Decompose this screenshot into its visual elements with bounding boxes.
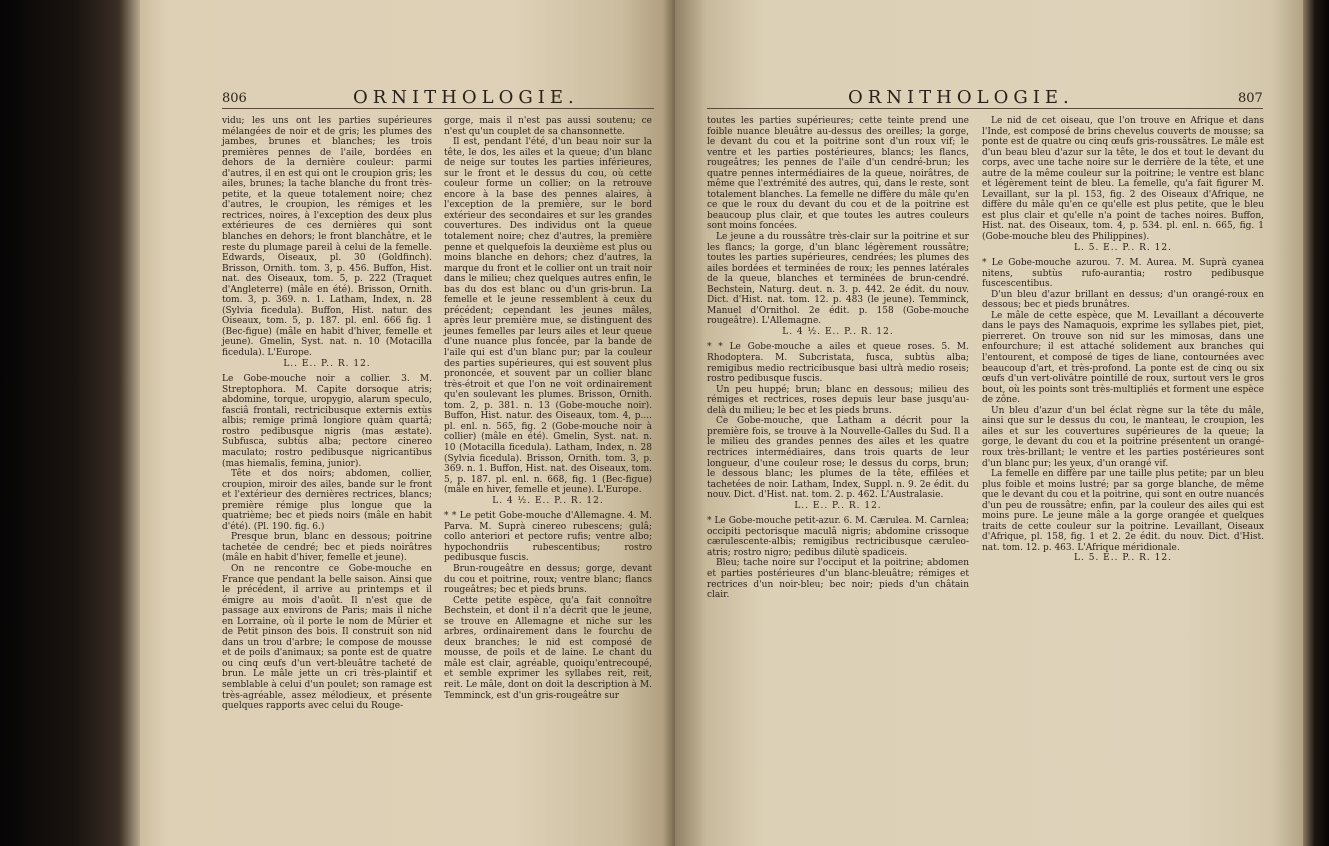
paragraph: Un bleu d'azur d'un bel éclat règne sur la tête du mâle, ainsi que sur le dessus du cou, le manteau, le croupion, les ailes et sur les couvertures supérieures de la queue; la gorge, le devant du cou et la poitrine présentent un orangé-roux très-brillant; le ventre et les parties postérieures sont d'un blanc pur; les yeux, d'un orangé vif. xyxy=(982,405,1264,469)
paragraph: Le nid de cet oiseau, que l'on trouve en Afrique et dans l'Inde, est composé de brins chevelus couverts de mousse; sa ponte est de quatre ou cinq œufs gris-roussâtres. Le mâle est d'un beau bleu d'azur sur la tête, le dos et tout le devant du corps, avec une tache noire sur le derrière de la tête, et une autre de la même couleur sur la poitrine; le ventre est blanc et légèrement teint de bleu. La femelle, qu'a fait figurer M. Levaillant, sur la pl. 153, fig. 2 des Oiseaux d'Afrique, ne diffère du mâle qu'en ce qu'elle est plus petite, que le bleu est plus clair et qu'elle n'a point de taches noires. Buffon, Hist. nat. des Oiseaux, tom. 4, p. 534. pl. enl. n. 665, fig. 1 (Gobe-mouche bleu des Philippines). xyxy=(982,116,1264,243)
running-head: ORNITHOLOGIE. xyxy=(848,87,1074,108)
running-head: ORNITHOLOGIE. xyxy=(353,87,579,108)
paragraph: * * Le Gobe-mouche a ailes et queue roses. 5. M. Rhodoptera. M. Subcristata, fusca, subtùs alba; remigibus medio rectricibusque basi ultrà medio roseis; rostro pedibusque fuscis. xyxy=(707,342,969,385)
paragraph: D'un bleu d'azur brillant en dessus; d'un orangé-roux en dessous; bec et pieds brunâtres. xyxy=(982,289,1264,311)
measurement-line: L.. E.. P.. R. 12. xyxy=(283,358,371,369)
paragraph: Le Gobe-mouche noir a collier. 3. M. Streptophora. M. Capite dorsoque atris; abdomine, torque, uropygio, alarum speculo, fasciâ frontali, rectricibusque externis extùs albis; remige primâ longiore quàm quartâ; rostro pedibusque nigris (mas æstate). Subfusca, subtùs alba; pectore cinereo maculato; rostro pedibusque nigricantibus (mas hiemalis, femina, junior). xyxy=(222,374,432,469)
paragraph: Un peu huppé; brun; blanc en dessous; milieu des rémiges et rectrices, roses depuis leur base jusqu'au-delà du milieu; le bec et les pieds bruns. xyxy=(707,384,969,416)
paragraph: Bleu; tache noire sur l'occiput et la poitrine; abdomen et parties postérieures d'un blanc-bleuâtre; rémiges et rectrices d'un noir-bleu; bec noir; pieds d'un châtain clair. xyxy=(707,558,969,601)
measurement-line: L. 5. E.. P.. R. 12. xyxy=(1074,242,1172,253)
measurement-line: L. 4 ½. E.. P.. R. 12. xyxy=(782,326,894,337)
header-rule xyxy=(707,108,1263,109)
book-spine-right-edge xyxy=(1303,0,1329,846)
text-column-right xyxy=(982,116,1264,564)
paragraph: Il est, pendant l'été, d'un beau noir sur la tête, le dos, les ailes et la queue; d'un blanc de neige sur toutes les parties inférieures, sur le front et le dessus du cou, où cette couleur forme un collier; on la retrouve encore à la base des pennes alaires, à l'exception de la première, sur le bord extérieur des secondaires et sur les grandes couvertures. Des individus ont la queue totalement noire; chez d'autres, la première penne et quelquefois la deuxième est plus ou moins blanche en dehors; chez d'autres, la marque du front et le collier ont un trait noir dans le milieu; chez quelques autres enfin, le bas du dos est blanc ou d'un gris-brun. La femelle et le jeune ressemblent à ceux du précédent; cependant les jeunes mâles, après leur première mue, se distinguent des jeunes femelles par leurs ailes et leur queue d'une nuance plus foncée, par la bande de l'aile qui est d'un blanc pur; par la couleur des parties supérieures, qui est souvent plus prononcée, et souvent par un collier blanc très-étroit et que l'on ne voit ordinairement qu'en soulevant les plumes. Brisson, Ornith. tom. 2, p. 381. n. 13 (Gobe-mouche noir). Buffon, Hist. natur. des Oiseaux, tom. 4, p.... pl. enl. n. 565, fig. 2 (Gobe-mouche noir à collier) (mâle en été). Gmelin, Syst. nat. n. 10 (Motacilla ficedula). Latham, Index, n. 28 (Sylvia ficedula). Brisson, Ornith. tom. 3, p. 369. n. 1. Buffon, Hist. nat. des Oiseaux, tom. 5, p. 187. pl. enl. n. 668, fig. 1 (Bec-figue) (mâle en hiver, femelle et jeune). L'Europe. xyxy=(444,137,652,496)
paragraph: Brun-rougeâtre en dessus; gorge, devant du cou et poitrine, roux; ventre blanc; flancs rougeâtres; bec et pieds bruns. xyxy=(444,563,652,596)
paragraph: Tête et dos noirs; abdomen, collier, croupion, miroir des ailes, bande sur le front et l'extérieur des dernières rectrices, blancs; première rémige plus longue que la quatrième; bec et pieds noirs (mâle en habit d'été). (Pl. 190. fig. 6.) xyxy=(222,469,432,532)
paragraph: La femelle en diffère par une taille plus petite; par un bleu plus foible et moins lustré; par sa gorge blanche, de même que le devant du cou et la poitrine, qui sont en outre nuancés d'un peu de roussâtre; enfin, par la couleur des ailes qui est moins pure. Le jeune mâle a la gorge orangée et quelques traits de cette couleur sur la poitrine. Levaillant, Oiseaux d'Afrique, pl. 158, fig. 1 et 2. 2e édit. du nouv. Dict. d'Hist. nat. tom. 12. p. 463. L'Afrique méridionale. xyxy=(982,469,1264,553)
paragraph: * Le Gobe-mouche petit-azur. 6. M. Cærulea. M. Carnlea; occipiti pectorisque maculâ nigris; abdomine crissoque cærulescente-albis; remigibus rectricibusque cæruleo-atris; rostro nigro; pedibus dilutè spadiceis. xyxy=(707,516,969,558)
paragraph: On ne rencontre ce Gobe-mouche en France que pendant la belle saison. Ainsi que le précédent, il arrive au printemps et il émigre au mois d'août. Il n'est que de passage aux environs de Paris; mais il niche en Lorraine, où il porte le nom de Mûrier et de Petit pinson des bois. Il construit son nid dans un trou d'arbre; le compose de mousse et de poils d'animaux; sa ponte est de quatre ou cinq œufs d'un vert-bleuâtre tacheté de brun. Le mâle jette un cri très-plaintif et semblable à celui d'un poulet; son ramage est très-agréable, assez mélodieux, et présente quelques rapports avec celui du Rouge- xyxy=(222,563,432,712)
text-column-right xyxy=(444,116,652,701)
text-column-left xyxy=(222,116,432,712)
measurement-line: L.. E.. P.. R. 12. xyxy=(794,500,882,511)
paragraph: vidu; les uns ont les parties supérieures mélangées de noir et de gris; les plumes des jambes, brunes et blanches; les trois premières pennes de l'aile, bordées en dehors de la dernière couleur: parmi d'autres, il en est qui ont le croupion gris; les ailes, brunes; la tache blanche du front très-petite, et la queue totalement noire; chez d'autres, le croupion, les rémiges et les rectrices, noires, à l'exception des deux plus extérieures de ces dernières qui sont blanches en dehors; le front blanchâtre, et le reste du plumage pareil à celui de la femelle. Edwards, Oiseaux, pl. 30 (Goldfinch). Brisson, Ornith. tom. 3, p. 456. Buffon, Hist. nat. des Oiseaux, tom. 5, p. 222 (Traquet d'Angleterre) (mâle en été). Brisson, Ornith. tom. 3, p. 369. n. 1. Latham, Index, n. 28 (Sylvia ficedula). Buffon, Hist. natur. des Oiseaux, tom. 5, p. 187. pl. enl. 666 fig. 1 (Bec-figue) (mâle en habit d'hiver, femelle et jeune). Gmelin, Syst. nat. n. 10 (Motacilla ficedula). L'Europe. xyxy=(222,116,432,359)
paragraph: Le jeune a du roussâtre très-clair sur la poitrine et sur les flancs; la gorge, d'un blanc légèrement roussâtre; toutes les parties supérieures, cendrées; les plumes des ailes bordées et terminées de roux; les pennes latérales de la queue, blanches et terminées de brun-cendré. Bechstein, Naturg. deut. n. 3. p. 442. 2e édit. du nouv. Dict. d'Hist. nat. tom. 12. p. 483 (le jeune). Temminck, Manuel d'Ornithol. 2e édit. p. 158 (Gobe-mouche rougeâtre). L'Allemagne. xyxy=(707,232,969,327)
page-number: 807 xyxy=(1238,91,1263,106)
right-page xyxy=(675,0,1303,846)
text-column-left xyxy=(707,116,969,601)
book-spine-left-edge xyxy=(0,0,140,846)
header-rule xyxy=(222,108,654,109)
paragraph: gorge, mais il n'est pas aussi soutenu; ce n'est qu'un couplet de sa chansonnette. xyxy=(444,116,652,137)
paragraph: toutes les parties supérieures; cette teinte prend une foible nuance bleuâtre au-dessus des oreilles; la gorge, le devant du cou et la poitrine sont d'un roux vif; le ventre et les parties postérieures, blancs; les flancs, rougeâtres; les pennes de l'aile d'un cendré-brun; les quatre pennes intermédiaires de la queue, noirâtres, de même que l'extrémité des autres, qui, dans le reste, sont totalement blanches. La femelle ne diffère du mâle qu'en ce que le roux du devant du cou et de la poitrine est beaucoup plus clair, et que toutes les autres couleurs sont moins foncées. xyxy=(707,116,969,232)
paragraph: * Le Gobe-mouche azurou. 7. M. Aurea. M. Suprà cyanea nitens, subtùs rufo-aurantia; rostro pedibusque fuscescentibus. xyxy=(982,258,1264,290)
paragraph: Ce Gobe-mouche, que Latham a décrit pour la première fois, se trouve à la Nouvelle-Galles du Sud. Il a le milieu des grandes pennes des ailes et les quatre rectrices intermédiaires, dans trois quarts de leur longueur, d'une couleur rose; le dessus du corps, brun; le dessous blanc; les plumes de la tête, effilées et tachetées de noir. Latham, Index, Suppl. n. 9. 2e édit. du nouv. Dict. d'Hist. nat. tom. 2. p. 462. L'Australasie. xyxy=(707,416,969,501)
paragraph: * * Le petit Gobe-mouche d'Allemagne. 4. M. Parva. M. Suprà cinereo rubescens; gulâ; collo anteriori et pectore rufis; ventre albo; hypochondriis rubescentibus; rostro pedibusque fuscis. xyxy=(444,511,652,564)
left-page xyxy=(140,0,675,846)
measurement-line: L. 4 ½. E.. P.. R. 12. xyxy=(492,495,604,506)
paragraph: Presque brun, blanc en dessous; poitrine tachetée de cendré; bec et pieds noirâtres (mâle en habit d'hiver, femelle et jeune). xyxy=(222,532,432,564)
paragraph: Cette petite espèce, qu'a fait connoître Bechstein, et dont il n'a décrit que le jeune, se trouve en Allemagne et niche sur les arbres, ordinairement dans le fourchu de deux branches; le nid est composé de mousse, de poils et de laine. Le chant du mâle est clair, agréable, quoiqu'entrecoupé, et semble exprimer les syllabes reit, reit, reit. Le mâle, dont on doit la description à M. Temminck, est d'un gris-rougeâtre sur xyxy=(444,595,652,701)
paragraph: Le mâle de cette espèce, que M. Levaillant a découverte dans le pays des Namaquois, exprime les syllabes piet, piet, pierreret. On trouve son nid sur les mimosas, dans une enfourchure; il est attaché solidement aux branches qui l'entourent, et composé de tiges de liane, contournées avec beaucoup d'art, et très-profond. La ponte est de cinq ou six œufs d'un vert-olivâtre pointillé de roux, surtout vers le gros bout, où les points sont très-multipliés et forment une espèce de zône. xyxy=(982,310,1264,406)
measurement-line: L. 5. E.. P.. R. 12. xyxy=(1074,553,1172,564)
page-number: 806 xyxy=(222,91,247,106)
